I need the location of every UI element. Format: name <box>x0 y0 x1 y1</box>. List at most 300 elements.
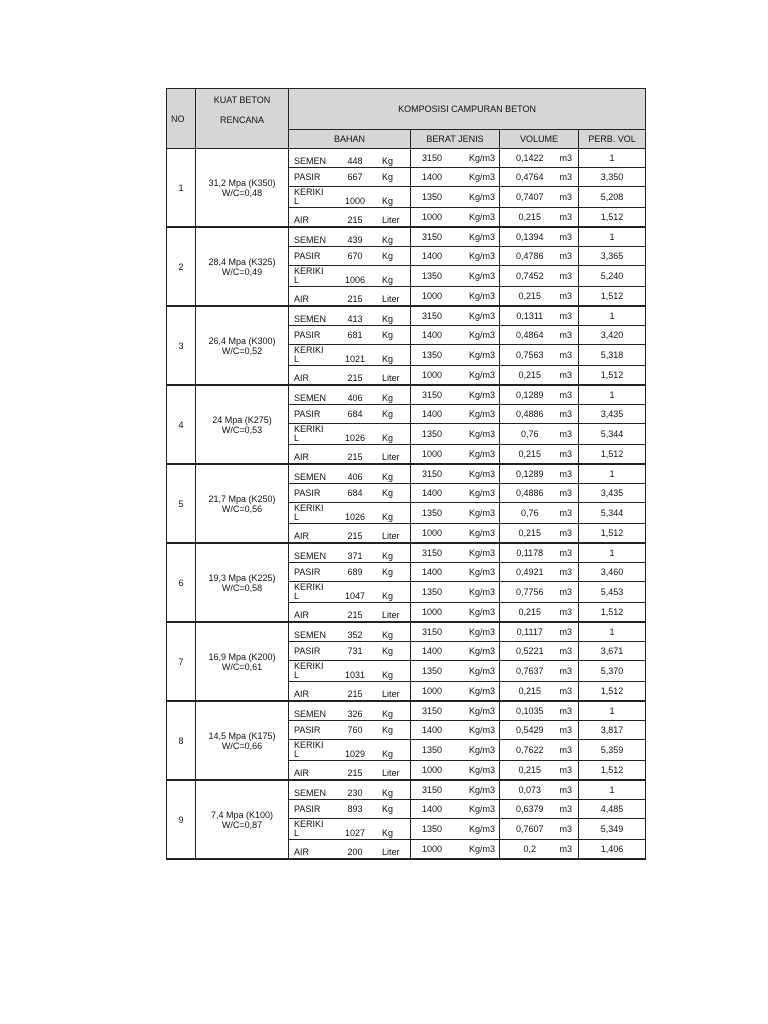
volume-cell <box>500 840 579 860</box>
volume-ratio: 3,365 <box>579 247 646 266</box>
volume-cell <box>500 484 579 503</box>
material-qty: 1047 <box>344 591 366 601</box>
density-unit: Kg/m3 <box>468 488 495 498</box>
volume-value: 0,215 <box>518 212 541 222</box>
density-cell <box>411 682 500 702</box>
strength-cell <box>196 149 289 228</box>
volume-value: 0,4764 <box>515 172 544 182</box>
material-unit: Kg <box>382 354 394 364</box>
density-unit: Kg/m3 <box>468 548 495 558</box>
volume-ratio: 1,512 <box>579 445 646 465</box>
volume-unit: m3 <box>559 409 572 419</box>
density-unit: Kg/m3 <box>468 449 495 459</box>
volume-cell <box>500 761 579 781</box>
material-unit: Kg <box>382 749 394 759</box>
material-name: KERIKI L <box>294 266 324 285</box>
material-name: PASIR <box>294 803 321 814</box>
material-cell <box>289 721 411 740</box>
material-unit: Kg <box>382 196 394 206</box>
volume-unit: m3 <box>559 271 572 281</box>
material-qty: 670 <box>347 251 363 261</box>
volume-ratio: 5,318 <box>579 345 646 366</box>
row-number: 1 <box>167 149 196 228</box>
volume-cell <box>500 187 579 208</box>
material-qty: 1027 <box>344 828 366 838</box>
material-qty: 215 <box>347 531 363 541</box>
volume-cell <box>500 445 579 465</box>
material-name: SEMEN <box>294 314 327 324</box>
wc-ratio: W/C=0,48 <box>221 187 263 198</box>
volume-unit: m3 <box>559 607 572 617</box>
material-qty: 352 <box>347 630 363 640</box>
material-qty: 1029 <box>344 749 366 759</box>
density-cell <box>411 642 500 661</box>
header-volume: VOLUME <box>500 130 579 149</box>
material-cell <box>289 840 411 860</box>
table-row <box>167 464 646 484</box>
volume-cell <box>500 306 579 326</box>
density-cell <box>411 149 500 168</box>
material-qty: 448 <box>347 156 363 166</box>
density-cell <box>411 543 500 563</box>
volume-value: 0,5221 <box>515 646 544 656</box>
concrete-mix-table <box>166 88 646 860</box>
density-unit: Kg/m3 <box>468 706 495 716</box>
strength-cell <box>196 701 289 780</box>
density-cell <box>411 366 500 386</box>
volume-value: 0,4921 <box>515 567 544 577</box>
material-qty: 215 <box>347 768 363 778</box>
table-row <box>167 622 646 642</box>
material-unit: Liter <box>382 610 400 620</box>
density-value: 1350 <box>421 350 443 360</box>
material-name: KERIKI L <box>294 819 324 838</box>
volume-cell <box>500 780 579 800</box>
density-value: 3150 <box>421 706 443 716</box>
density-value: 3150 <box>421 785 443 795</box>
volume-ratio: 3,435 <box>579 405 646 424</box>
material-unit: Kg <box>382 393 394 403</box>
density-unit: Kg/m3 <box>468 627 495 637</box>
wc-ratio: W/C=0,66 <box>221 740 263 751</box>
volume-value: 0,7452 <box>515 271 544 281</box>
volume-value: 0,1289 <box>515 390 544 400</box>
density-value: 1400 <box>421 251 443 261</box>
volume-ratio: 1,512 <box>579 524 646 544</box>
material-qty: 371 <box>347 551 363 561</box>
material-cell <box>289 701 411 721</box>
volume-cell <box>500 661 579 682</box>
volume-value: 0,215 <box>518 528 541 538</box>
material-qty: 760 <box>347 725 363 735</box>
density-unit: Kg/m3 <box>468 192 495 202</box>
density-value: 1400 <box>421 804 443 814</box>
density-cell <box>411 840 500 860</box>
density-unit: Kg/m3 <box>468 172 495 182</box>
volume-cell <box>500 740 579 761</box>
volume-value: 0,1422 <box>515 153 544 163</box>
strength-value: 24 Mpa (K275) <box>212 414 272 425</box>
density-cell <box>411 208 500 228</box>
volume-value: 0,215 <box>518 686 541 696</box>
volume-unit: m3 <box>559 172 572 182</box>
material-name: PASIR <box>294 329 321 340</box>
density-value: 1350 <box>421 192 443 202</box>
volume-ratio: 3,420 <box>579 326 646 345</box>
density-unit: Kg/m3 <box>468 251 495 261</box>
material-unit: Kg <box>382 235 394 245</box>
table-row <box>167 701 646 721</box>
density-unit: Kg/m3 <box>468 528 495 538</box>
material-unit: Liter <box>382 373 400 383</box>
material-cell <box>289 780 411 800</box>
volume-cell <box>500 464 579 484</box>
density-cell <box>411 524 500 544</box>
density-value: 1350 <box>421 271 443 281</box>
volume-ratio: 1,512 <box>579 208 646 228</box>
volume-ratio: 5,359 <box>579 740 646 761</box>
volume-cell <box>500 227 579 247</box>
volume-ratio: 1,512 <box>579 366 646 386</box>
density-cell <box>411 603 500 623</box>
density-value: 1400 <box>421 330 443 340</box>
density-unit: Kg/m3 <box>468 409 495 419</box>
density-cell <box>411 701 500 721</box>
volume-cell <box>500 168 579 187</box>
volume-cell <box>500 603 579 623</box>
density-value: 1400 <box>421 488 443 498</box>
material-name: PASIR <box>294 566 321 577</box>
density-value: 1000 <box>421 212 443 222</box>
volume-cell <box>500 385 579 405</box>
material-qty: 681 <box>347 330 363 340</box>
volume-unit: m3 <box>559 390 572 400</box>
volume-ratio: 5,344 <box>579 503 646 524</box>
density-unit: Kg/m3 <box>468 587 495 597</box>
volume-value: 0,1394 <box>515 232 544 242</box>
volume-unit: m3 <box>559 804 572 814</box>
density-unit: Kg/m3 <box>468 785 495 795</box>
material-unit: Liter <box>382 294 400 304</box>
volume-unit: m3 <box>559 686 572 696</box>
density-cell <box>411 247 500 266</box>
volume-unit: m3 <box>559 350 572 360</box>
material-qty: 215 <box>347 610 363 620</box>
strength-cell <box>196 464 289 543</box>
strength-value: 7,4 Mpa (K100) <box>210 809 274 820</box>
volume-unit: m3 <box>559 251 572 261</box>
material-cell <box>289 682 411 702</box>
strength-cell <box>196 227 289 306</box>
volume-ratio: 1 <box>579 780 646 800</box>
material-qty: 893 <box>347 804 363 814</box>
wc-ratio: W/C=0,49 <box>221 266 263 277</box>
material-unit: Kg <box>382 156 394 166</box>
material-cell <box>289 819 411 840</box>
density-value: 1400 <box>421 409 443 419</box>
material-cell <box>289 306 411 326</box>
material-name: KERIKI L <box>294 661 324 680</box>
strength-cell <box>196 306 289 385</box>
header-row-top <box>167 89 646 130</box>
material-name: AIR <box>294 847 310 857</box>
material-unit: Kg <box>382 828 394 838</box>
volume-ratio: 4,485 <box>579 800 646 819</box>
volume-value: 0,1117 <box>516 627 543 637</box>
strength-value: 31,2 Mpa (K350) <box>208 177 276 188</box>
volume-ratio: 1,512 <box>579 761 646 781</box>
volume-ratio: 1,512 <box>579 603 646 623</box>
table-row <box>167 227 646 247</box>
density-unit: Kg/m3 <box>468 232 495 242</box>
material-qty: 667 <box>347 172 363 182</box>
volume-ratio: 1 <box>579 464 646 484</box>
density-value: 1400 <box>421 567 443 577</box>
density-cell <box>411 800 500 819</box>
material-unit: Kg <box>382 472 394 482</box>
material-qty: 1006 <box>344 275 366 285</box>
volume-value: 0,7622 <box>515 745 544 755</box>
density-unit: Kg/m3 <box>468 311 495 321</box>
material-cell <box>289 227 411 247</box>
wc-ratio: W/C=0,56 <box>221 503 263 514</box>
density-unit: Kg/m3 <box>468 429 495 439</box>
material-name: SEMEN <box>294 788 327 798</box>
density-value: 3150 <box>421 232 443 242</box>
volume-ratio: 1 <box>579 543 646 563</box>
density-value: 1000 <box>421 449 443 459</box>
material-cell <box>289 326 411 345</box>
density-cell <box>411 721 500 740</box>
volume-unit: m3 <box>559 666 572 676</box>
volume-unit: m3 <box>559 192 572 202</box>
volume-cell <box>500 366 579 386</box>
material-cell <box>289 445 411 465</box>
row-number: 9 <box>167 780 196 859</box>
density-value: 1350 <box>421 666 443 676</box>
volume-value: 0,7637 <box>515 666 544 676</box>
volume-value: 0,1178 <box>516 548 544 558</box>
material-qty: 215 <box>347 294 363 304</box>
material-name: SEMEN <box>294 393 327 403</box>
material-qty: 413 <box>347 314 363 324</box>
material-unit: Kg <box>382 330 394 340</box>
material-name: SEMEN <box>294 630 327 640</box>
material-name: PASIR <box>294 250 321 261</box>
density-unit: Kg/m3 <box>468 765 495 775</box>
density-unit: Kg/m3 <box>468 646 495 656</box>
table-row <box>167 385 646 405</box>
volume-value: 0,4886 <box>515 488 544 498</box>
volume-unit: m3 <box>559 548 572 558</box>
density-cell <box>411 464 500 484</box>
material-name: AIR <box>294 768 310 778</box>
header-kuat-line2: RENCANA <box>219 115 264 125</box>
header-kuat-line1: KUAT BETON <box>213 95 271 105</box>
material-cell <box>289 484 411 503</box>
density-value: 1000 <box>421 528 443 538</box>
volume-unit: m3 <box>559 212 572 222</box>
strength-value: 19,3 Mpa (K225) <box>208 572 276 583</box>
volume-unit: m3 <box>559 311 572 321</box>
volume-cell <box>500 682 579 702</box>
density-cell <box>411 819 500 840</box>
density-cell <box>411 622 500 642</box>
material-name: AIR <box>294 531 310 541</box>
material-unit: Kg <box>382 567 394 577</box>
material-name: KERIKI L <box>294 503 324 522</box>
volume-ratio: 3,460 <box>579 563 646 582</box>
material-cell <box>289 543 411 563</box>
volume-value: 0,7607 <box>515 824 544 834</box>
volume-unit: m3 <box>559 508 572 518</box>
material-unit: Kg <box>382 251 394 261</box>
volume-ratio: 1 <box>579 385 646 405</box>
volume-value: 0,6379 <box>515 804 544 814</box>
material-qty: 439 <box>347 235 363 245</box>
volume-cell <box>500 345 579 366</box>
volume-unit: m3 <box>559 765 572 775</box>
volume-value: 0,215 <box>518 370 541 380</box>
material-qty: 215 <box>347 373 363 383</box>
density-unit: Kg/m3 <box>468 350 495 360</box>
table-row <box>167 780 646 800</box>
material-name: KERIKI L <box>294 187 324 206</box>
material-unit: Kg <box>382 409 394 419</box>
material-cell <box>289 642 411 661</box>
concrete-mix-document <box>166 88 646 860</box>
header-perb-vol: PERB. VOL <box>579 130 646 149</box>
volume-value: 0,1035 <box>515 706 544 716</box>
material-unit: Kg <box>382 709 394 719</box>
volume-cell <box>500 819 579 840</box>
density-unit: Kg/m3 <box>468 725 495 735</box>
volume-value: 0,2 <box>523 844 536 854</box>
material-qty: 1026 <box>344 433 366 443</box>
density-cell <box>411 266 500 287</box>
material-qty: 200 <box>347 847 363 857</box>
material-qty: 689 <box>347 567 363 577</box>
density-value: 1400 <box>421 646 443 656</box>
density-unit: Kg/m3 <box>468 390 495 400</box>
material-qty: 215 <box>347 215 363 225</box>
volume-value: 0,4864 <box>515 330 544 340</box>
density-unit: Kg/m3 <box>468 844 495 854</box>
volume-unit: m3 <box>559 449 572 459</box>
density-value: 3150 <box>421 390 443 400</box>
material-qty: 684 <box>347 409 363 419</box>
volume-value: 0,1289 <box>515 469 544 479</box>
density-unit: Kg/m3 <box>468 686 495 696</box>
density-value: 1350 <box>421 745 443 755</box>
material-qty: 731 <box>347 646 363 656</box>
volume-ratio: 5,208 <box>579 187 646 208</box>
material-unit: Kg <box>382 630 394 640</box>
material-cell <box>289 761 411 781</box>
material-unit: Kg <box>382 788 394 798</box>
material-qty: 215 <box>347 452 363 462</box>
material-name: KERIKI L <box>294 582 324 601</box>
material-qty: 215 <box>347 689 363 699</box>
volume-cell <box>500 405 579 424</box>
density-value: 1000 <box>421 686 443 696</box>
density-cell <box>411 740 500 761</box>
material-name: KERIKI L <box>294 740 324 759</box>
strength-value: 26,4 Mpa (K300) <box>208 335 276 346</box>
row-number: 5 <box>167 464 196 543</box>
volume-unit: m3 <box>559 153 572 163</box>
material-cell <box>289 424 411 445</box>
material-name: PASIR <box>294 487 321 498</box>
material-cell <box>289 187 411 208</box>
material-name: SEMEN <box>294 472 327 482</box>
density-value: 1000 <box>421 370 443 380</box>
material-qty: 406 <box>347 472 363 482</box>
volume-cell <box>500 701 579 721</box>
wc-ratio: W/C=0,87 <box>221 819 263 830</box>
density-value: 1000 <box>421 765 443 775</box>
volume-cell <box>500 247 579 266</box>
volume-value: 0,76 <box>520 429 539 439</box>
volume-unit: m3 <box>559 291 572 301</box>
material-name: AIR <box>294 610 310 620</box>
volume-value: 0,76 <box>520 508 539 518</box>
volume-value: 0,215 <box>518 291 541 301</box>
material-name: SEMEN <box>294 235 327 245</box>
volume-unit: m3 <box>559 785 572 795</box>
strength-cell <box>196 543 289 622</box>
row-number: 3 <box>167 306 196 385</box>
material-qty: 1031 <box>344 670 366 680</box>
material-name: SEMEN <box>294 156 327 166</box>
volume-unit: m3 <box>559 627 572 637</box>
density-cell <box>411 326 500 345</box>
density-value: 1350 <box>421 824 443 834</box>
volume-cell <box>500 622 579 642</box>
density-cell <box>411 385 500 405</box>
material-cell <box>289 287 411 307</box>
strength-value: 28,4 Mpa (K325) <box>208 256 276 267</box>
row-number: 6 <box>167 543 196 622</box>
density-value: 3150 <box>421 627 443 637</box>
material-unit: Kg <box>382 591 394 601</box>
density-unit: Kg/m3 <box>468 469 495 479</box>
volume-unit: m3 <box>559 488 572 498</box>
density-cell <box>411 168 500 187</box>
volume-value: 0,7756 <box>515 587 544 597</box>
volume-cell <box>500 326 579 345</box>
volume-cell <box>500 563 579 582</box>
volume-value: 0,215 <box>518 765 541 775</box>
wc-ratio: W/C=0,58 <box>221 582 263 593</box>
density-cell <box>411 503 500 524</box>
density-unit: Kg/m3 <box>468 330 495 340</box>
wc-ratio: W/C=0,61 <box>221 661 263 672</box>
material-cell <box>289 524 411 544</box>
material-name: PASIR <box>294 645 321 656</box>
density-value: 1000 <box>421 291 443 301</box>
material-unit: Liter <box>382 768 400 778</box>
density-value: 1000 <box>421 844 443 854</box>
density-cell <box>411 405 500 424</box>
material-unit: Kg <box>382 172 394 182</box>
volume-cell <box>500 208 579 228</box>
material-unit: Liter <box>382 689 400 699</box>
table-row <box>167 543 646 563</box>
volume-ratio: 1 <box>579 227 646 247</box>
material-cell <box>289 800 411 819</box>
header-kuat-beton <box>196 89 289 149</box>
